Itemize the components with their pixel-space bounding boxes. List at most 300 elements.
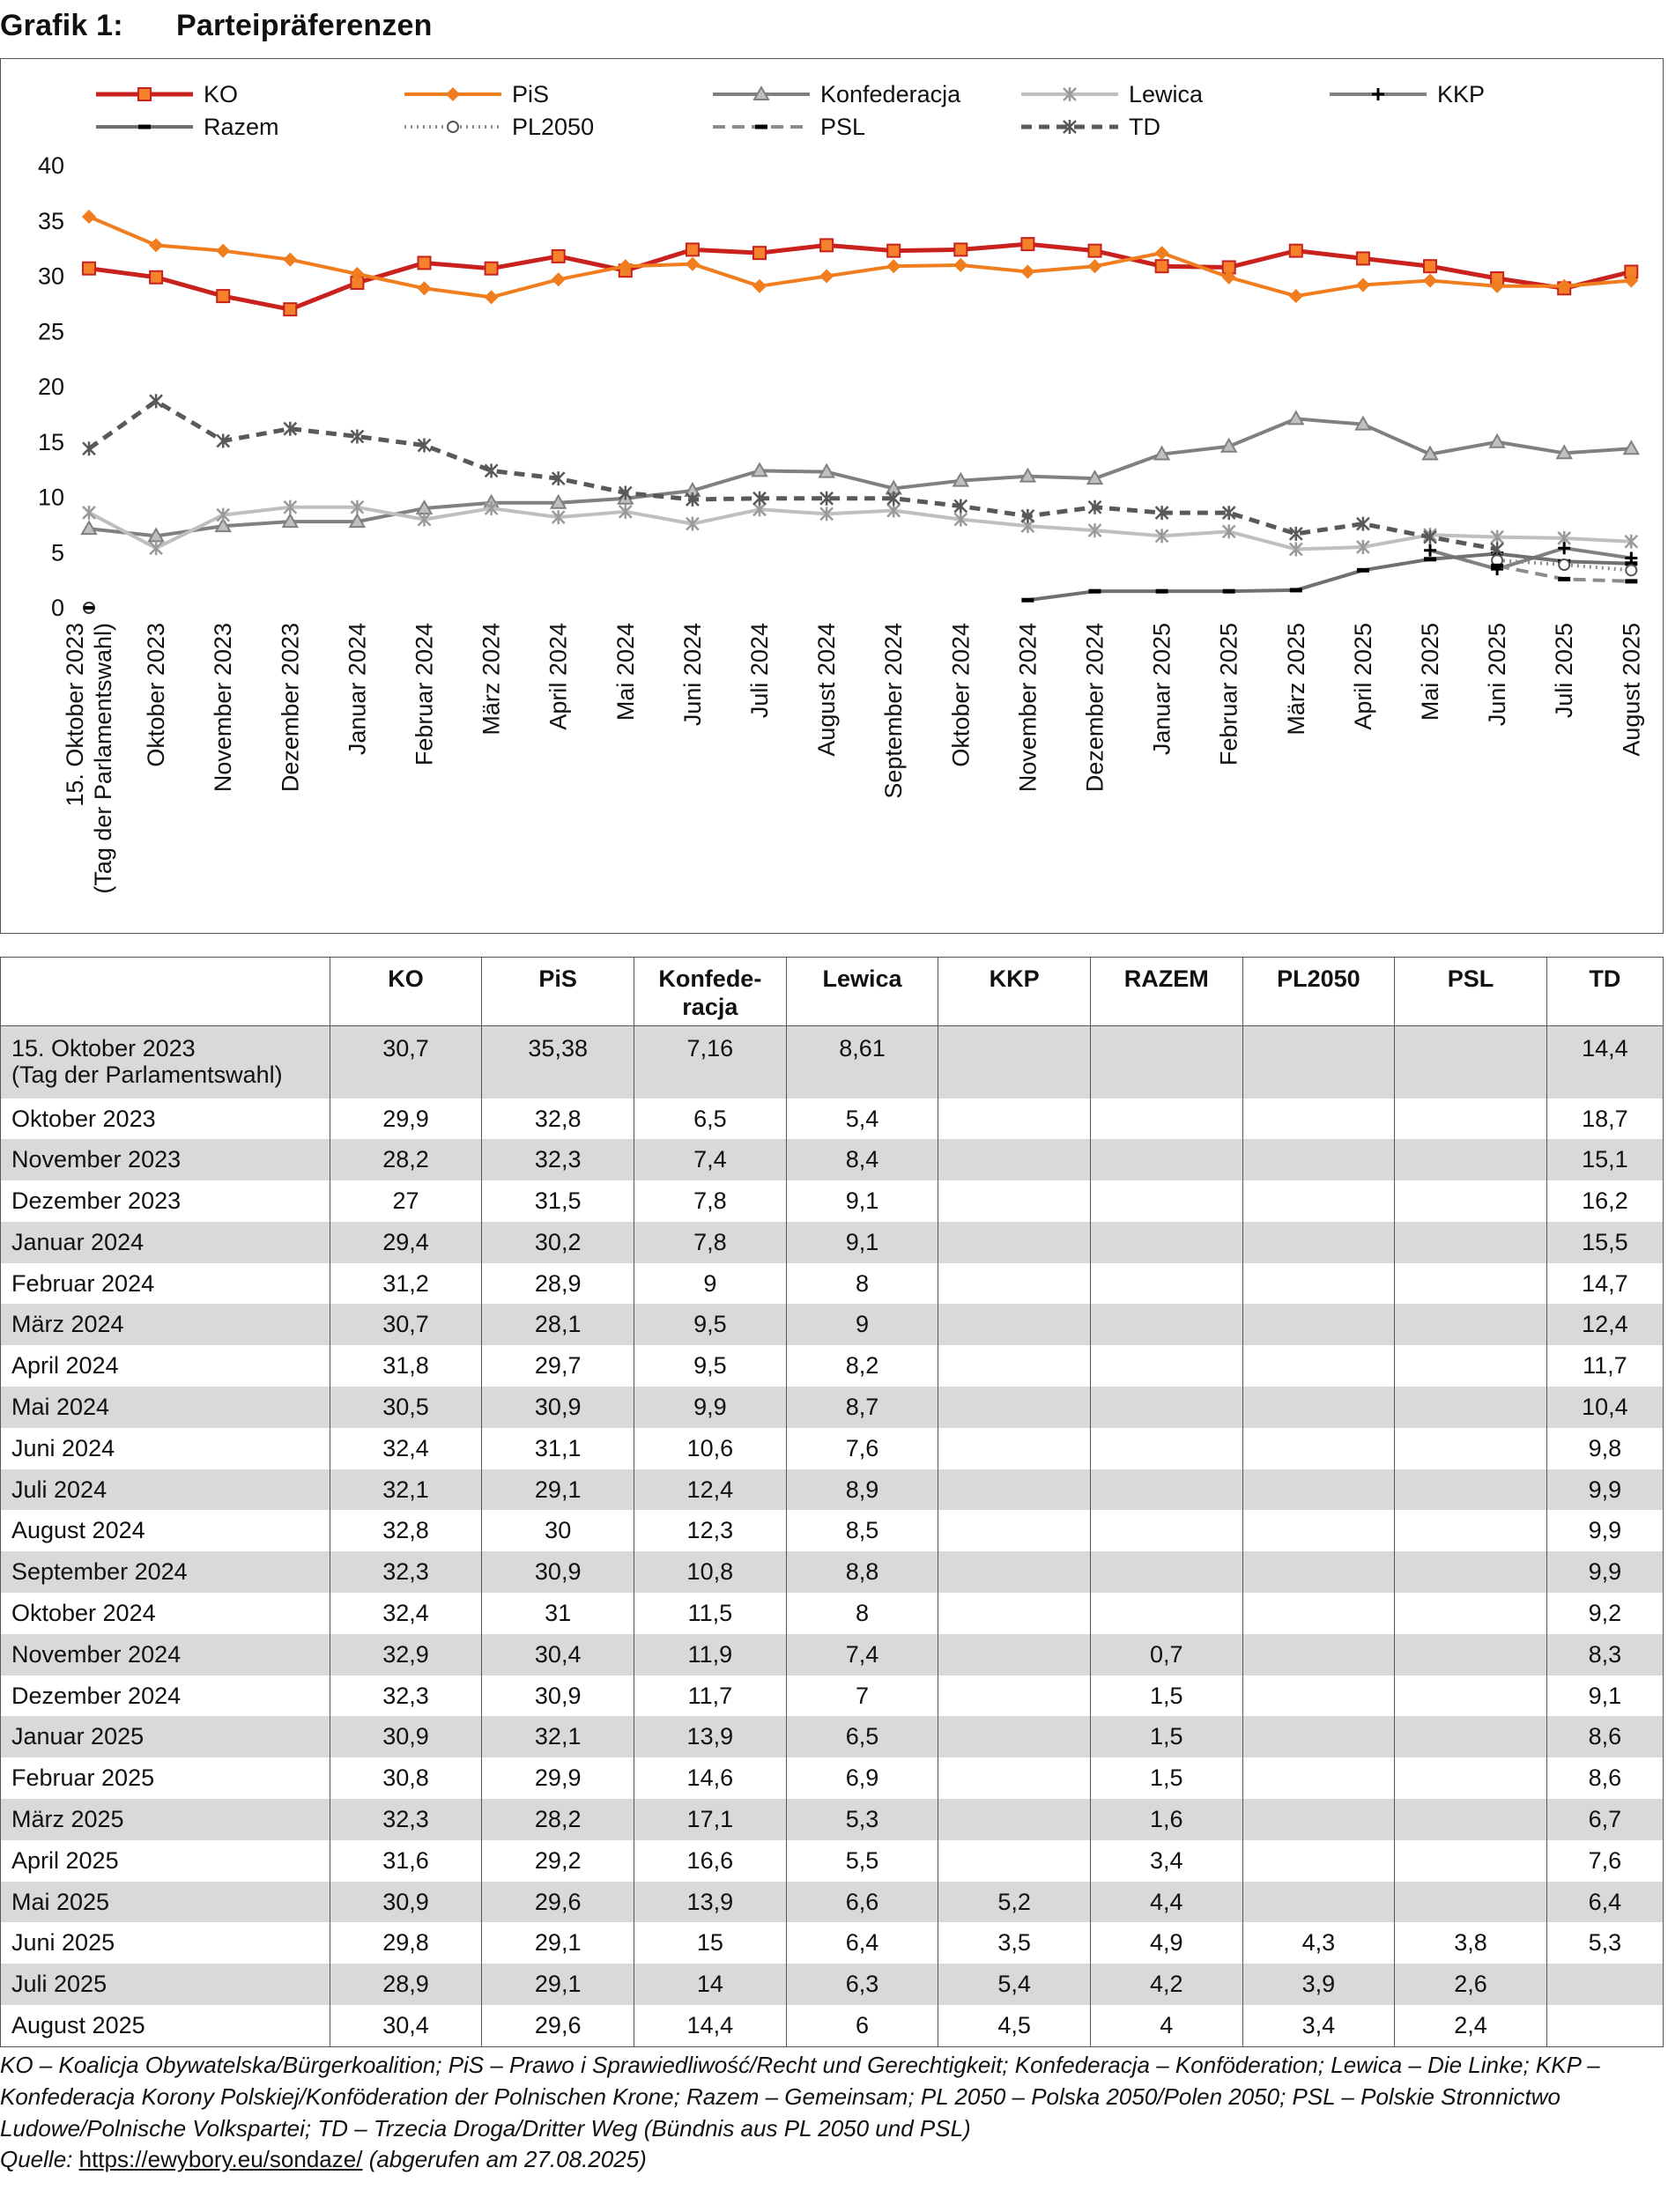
x-tick-label xyxy=(277,623,303,792)
row-label: November 2023 xyxy=(1,1139,330,1180)
table-cell: 29,8 xyxy=(330,1922,482,1964)
table-cell xyxy=(1242,1387,1395,1428)
x-tick-line: April 2024 xyxy=(545,623,572,730)
legend-label-pis: PiS xyxy=(512,81,550,107)
table-cell: 7 xyxy=(786,1676,938,1717)
x-tick-line: Mai 2024 xyxy=(612,623,639,721)
table-cell xyxy=(1395,1593,1547,1634)
legend-label-lewica: Lewica xyxy=(1129,81,1204,107)
table-cell: 32,4 xyxy=(330,1428,482,1469)
table-cell: 32,8 xyxy=(330,1510,482,1551)
table-cell: 11,9 xyxy=(634,1634,787,1676)
x-tick-line: Dezember 2024 xyxy=(1081,623,1108,793)
table-cell: 1,5 xyxy=(1090,1676,1242,1717)
table-cell: 6,3 xyxy=(786,1964,938,2005)
table-row xyxy=(1,1099,1664,1140)
column-header: Konfede- racja xyxy=(634,958,787,1026)
data-point-pis xyxy=(552,273,565,285)
legend-item-td xyxy=(1021,114,1160,140)
column-header: PL2050 xyxy=(1242,958,1395,1026)
table-cell: 9,9 xyxy=(1546,1510,1663,1551)
table-cell xyxy=(1242,1139,1395,1180)
table-row xyxy=(1,1263,1664,1305)
x-tick-line: Januar 2025 xyxy=(1148,623,1175,756)
row-label: Dezember 2023 xyxy=(1,1180,330,1222)
row-label: Februar 2025 xyxy=(1,1757,330,1799)
row-label: Juni 2025 xyxy=(1,1922,330,1964)
figure-label: Grafik 1: xyxy=(0,9,123,42)
table-corner-header xyxy=(1,958,330,1026)
row-label: Januar 2024 xyxy=(1,1222,330,1263)
table-cell: 9,9 xyxy=(1546,1469,1663,1511)
data-point-kkp xyxy=(1424,544,1436,557)
table-cell: 30 xyxy=(482,1510,634,1551)
table-cell: 2,4 xyxy=(1395,2005,1547,2046)
chart-legend xyxy=(96,81,1485,140)
table-cell xyxy=(1090,1551,1242,1593)
table-cell: 28,2 xyxy=(330,1139,482,1180)
row-label: August 2024 xyxy=(1,1510,330,1551)
table-cell xyxy=(1395,1882,1547,1923)
row-label: Mai 2024 xyxy=(1,1387,330,1428)
table-row xyxy=(1,1676,1664,1717)
row-label: Februar 2024 xyxy=(1,1263,330,1305)
data-point-ko xyxy=(1290,245,1302,257)
table-cell xyxy=(1546,2005,1663,2046)
legend-item-psl xyxy=(713,114,865,140)
x-tick-line: Mai 2025 xyxy=(1417,623,1443,721)
y-tick-label: 5 xyxy=(50,539,64,566)
data-point-lewica xyxy=(83,506,95,520)
row-label: März 2025 xyxy=(1,1799,330,1840)
table-cell xyxy=(938,1716,1091,1757)
data-point-pis xyxy=(1021,265,1034,277)
x-tick-line: September 2024 xyxy=(880,623,908,799)
table-cell xyxy=(1090,1026,1242,1099)
table-cell: 9,9 xyxy=(634,1387,787,1428)
data-point-ko xyxy=(820,239,833,251)
row-label: März 2024 xyxy=(1,1304,330,1345)
table-header-row xyxy=(1,958,1664,1026)
data-point-pis xyxy=(686,258,699,270)
table-cell: 30,9 xyxy=(482,1387,634,1428)
table-cell: 8,61 xyxy=(786,1026,938,1099)
x-tick-label xyxy=(813,623,840,757)
table-cell: 5,3 xyxy=(786,1799,938,1840)
data-point-pis xyxy=(284,254,296,266)
table-cell xyxy=(1395,1799,1547,1840)
table-cell: 9,5 xyxy=(634,1304,787,1345)
table-cell xyxy=(1242,1757,1395,1799)
table-cell: 9,1 xyxy=(1546,1676,1663,1717)
x-tick-label xyxy=(143,623,169,767)
data-point-ko xyxy=(1424,260,1436,272)
source-suffix: (abgerufen am 27.08.2025) xyxy=(368,2146,647,2172)
table-cell xyxy=(938,1469,1091,1511)
table-cell xyxy=(1090,1180,1242,1222)
table-cell: 31,6 xyxy=(330,1840,482,1882)
table-row xyxy=(1,1799,1664,1840)
data-point-pis xyxy=(419,282,431,294)
table-cell: 10,8 xyxy=(634,1551,787,1593)
data-point-lewica xyxy=(150,541,162,555)
table-row xyxy=(1,2005,1664,2046)
x-tick-label xyxy=(947,623,974,767)
table-cell xyxy=(938,1757,1091,1799)
table-cell xyxy=(1242,1469,1395,1511)
table-cell: 7,4 xyxy=(634,1139,787,1180)
y-axis xyxy=(38,152,64,621)
table-cell: 30,9 xyxy=(482,1551,634,1593)
table-cell xyxy=(1395,1180,1547,1222)
table-cell: 6,4 xyxy=(786,1922,938,1964)
table-cell: 8,7 xyxy=(786,1387,938,1428)
table-cell: 29,1 xyxy=(482,1922,634,1964)
x-tick-label xyxy=(1014,623,1041,792)
x-tick-label xyxy=(746,623,773,718)
figure-title xyxy=(0,9,433,43)
table-cell: 14,4 xyxy=(1546,1026,1663,1099)
x-tick-label xyxy=(1484,623,1510,726)
table-cell: 30,4 xyxy=(482,1634,634,1676)
table-cell: 32,3 xyxy=(330,1551,482,1593)
table-cell xyxy=(1395,1263,1547,1305)
x-tick-label xyxy=(1216,623,1242,766)
x-tick-label xyxy=(1417,623,1443,721)
table-cell: 10,4 xyxy=(1546,1387,1663,1428)
x-tick-label xyxy=(1082,623,1108,792)
table-cell: 8,8 xyxy=(786,1551,938,1593)
table-cell: 12,4 xyxy=(634,1469,787,1511)
table-cell: 9 xyxy=(786,1304,938,1345)
data-point-pis xyxy=(753,280,766,292)
table-cell xyxy=(1395,1676,1547,1717)
table-cell xyxy=(1090,1510,1242,1551)
table-cell xyxy=(1242,1799,1395,1840)
source-link[interactable]: https://ewybory.eu/sondaze/ xyxy=(78,2146,363,2172)
table-cell: 30,7 xyxy=(330,1026,482,1099)
table-cell: 4,4 xyxy=(1090,1882,1242,1923)
table-cell: 8,3 xyxy=(1546,1634,1663,1676)
x-tick-label xyxy=(344,623,370,755)
x-tick-label xyxy=(1618,623,1644,757)
table-cell: 6 xyxy=(786,2005,938,2046)
legend-item-kkp xyxy=(1330,81,1485,107)
legend-label-pl2050: PL2050 xyxy=(512,114,595,140)
table-cell: 28,1 xyxy=(482,1304,634,1345)
column-header: KKP xyxy=(938,958,1091,1026)
table-cell: 6,5 xyxy=(634,1099,787,1140)
series-td xyxy=(83,394,1503,556)
table-cell xyxy=(938,1304,1091,1345)
table-cell xyxy=(1090,1139,1242,1180)
row-label: August 2025 xyxy=(1,2005,330,2046)
table-cell: 3,4 xyxy=(1242,2005,1395,2046)
data-point-ko xyxy=(1357,252,1369,264)
series-line-ko xyxy=(89,244,1631,309)
table-cell: 9,1 xyxy=(786,1180,938,1222)
table-cell: 7,4 xyxy=(786,1634,938,1676)
table-cell: 31,1 xyxy=(482,1428,634,1469)
table-cell: 1,6 xyxy=(1090,1799,1242,1840)
table-cell: 27 xyxy=(330,1180,482,1222)
row-label: Juli 2024 xyxy=(1,1469,330,1511)
table-cell: 4,5 xyxy=(938,2005,1091,2046)
row-label: Juli 2025 xyxy=(1,1964,330,2005)
table-cell: 30,9 xyxy=(482,1676,634,1717)
data-point-pis xyxy=(217,245,229,257)
data-point-ko xyxy=(419,256,431,269)
table-cell xyxy=(1242,1222,1395,1263)
legend-label-kkp: KKP xyxy=(1437,81,1486,107)
row-label: Mai 2025 xyxy=(1,1882,330,1923)
table-cell: 29,9 xyxy=(482,1757,634,1799)
table-cell: 30,9 xyxy=(330,1716,482,1757)
table-cell: 14,6 xyxy=(634,1757,787,1799)
table-cell: 32,3 xyxy=(482,1139,634,1180)
y-tick-label: 40 xyxy=(37,152,64,179)
table-cell: 8,6 xyxy=(1546,1757,1663,1799)
table-cell xyxy=(938,1634,1091,1676)
series-annotation xyxy=(84,603,94,613)
data-point-pl2050 xyxy=(1626,565,1636,575)
table-cell xyxy=(1395,1345,1547,1387)
table-cell xyxy=(1242,1345,1395,1387)
table-row xyxy=(1,1757,1664,1799)
x-tick-line: November 2024 xyxy=(1014,623,1042,793)
x-tick-label xyxy=(1283,623,1309,736)
table-row xyxy=(1,1387,1664,1428)
chart-frame xyxy=(0,58,1664,934)
table-cell: 8,4 xyxy=(786,1139,938,1180)
table-cell xyxy=(1242,1634,1395,1676)
table-row xyxy=(1,1139,1664,1180)
table-cell xyxy=(938,1026,1091,1099)
table-cell: 1,5 xyxy=(1090,1716,1242,1757)
table-cell: 4,2 xyxy=(1090,1964,1242,2005)
legend-item-konfederacja xyxy=(713,81,961,107)
data-point-pis xyxy=(150,239,162,251)
data-point-pis xyxy=(1156,247,1168,259)
series-ko xyxy=(83,238,1637,315)
table-cell: 16,2 xyxy=(1546,1180,1663,1222)
table-cell: 13,9 xyxy=(634,1882,787,1923)
table-cell: 29,1 xyxy=(482,1469,634,1511)
data-point-pis xyxy=(486,291,498,303)
table-cell: 17,1 xyxy=(634,1799,787,1840)
x-tick-label xyxy=(880,623,907,799)
table-cell: 30,4 xyxy=(330,2005,482,2046)
column-header: KO xyxy=(330,958,482,1026)
series-line-pis xyxy=(89,217,1631,297)
data-point-pis xyxy=(887,260,900,272)
table-cell xyxy=(1242,1676,1395,1717)
table-cell xyxy=(938,1593,1091,1634)
table-cell: 3,5 xyxy=(938,1922,1091,1964)
table-cell xyxy=(1395,1026,1547,1099)
y-tick-label: 0 xyxy=(50,595,64,621)
table-cell: 9,8 xyxy=(1546,1428,1663,1469)
row-label: Januar 2025 xyxy=(1,1716,330,1757)
table-row xyxy=(1,1882,1664,1923)
table-cell: 30,9 xyxy=(330,1882,482,1923)
y-tick-label: 35 xyxy=(37,207,64,234)
row-label: September 2024 xyxy=(1,1551,330,1593)
y-tick-label: 25 xyxy=(37,318,64,345)
table-cell: 15,1 xyxy=(1546,1139,1663,1180)
footnote-abbreviations: KO – Koalicja Obywatelska/Bürgerkoalition; PiS – Prawo i Sprawiedliwość/Recht und Gerechtigkeit; Konfederacja – Konföderation; Lewica – Die Linke; KKP – Konfederacja Korony Polskiej/Konföderation der Polnischen Krone; Razem – Gemeinsam; PL 2050 – Polska 2050/Polen 2050; PSL – Polskie Stronnictwo Ludowe/Polnische Volkspartei; TD – Trzecia Droga/Dritter Weg (Bündnis aus PL 2050 und PSL) xyxy=(0,2052,1600,2142)
source-prefix: Quelle: xyxy=(0,2146,73,2172)
table-row xyxy=(1,1428,1664,1469)
table-cell: 32,3 xyxy=(330,1676,482,1717)
table-cell xyxy=(938,1387,1091,1428)
table-cell xyxy=(1090,1469,1242,1511)
table-cell: 29,6 xyxy=(482,1882,634,1923)
table-cell xyxy=(938,1676,1091,1717)
table-cell: 15,5 xyxy=(1546,1222,1663,1263)
table-cell xyxy=(1395,1757,1547,1799)
series-line-konfederacja xyxy=(89,418,1631,536)
table-cell xyxy=(938,1180,1091,1222)
table-cell xyxy=(1395,1840,1547,1882)
table-cell xyxy=(1090,1593,1242,1634)
legend-label-td: TD xyxy=(1129,114,1160,140)
table-cell: 28,9 xyxy=(482,1263,634,1305)
table-cell: 31,5 xyxy=(482,1180,634,1222)
table-cell xyxy=(1395,1387,1547,1428)
table-cell xyxy=(938,1222,1091,1263)
data-point-pl2050 xyxy=(1559,559,1569,570)
data-point-ko xyxy=(954,243,967,255)
y-tick-label: 15 xyxy=(37,428,64,455)
table-cell: 32,9 xyxy=(330,1634,482,1676)
series-pis xyxy=(83,211,1637,303)
table-row xyxy=(1,1634,1664,1676)
table-cell: 18,7 xyxy=(1546,1099,1663,1140)
data-point-ko xyxy=(753,247,766,259)
data-table xyxy=(0,957,1664,2047)
table-row xyxy=(1,1026,1664,1099)
x-tick-line: Oktober 2024 xyxy=(947,623,975,767)
table-cell: 7,8 xyxy=(634,1222,787,1263)
table-cell: 6,7 xyxy=(1546,1799,1663,1840)
table-cell: 6,6 xyxy=(786,1882,938,1923)
x-tick-line: November 2023 xyxy=(210,623,237,793)
table-cell xyxy=(1395,1551,1547,1593)
table-cell: 31,8 xyxy=(330,1345,482,1387)
column-header: PSL xyxy=(1395,958,1547,1026)
data-point-ko xyxy=(217,290,229,302)
table-cell: 7,6 xyxy=(786,1428,938,1469)
y-tick-label: 10 xyxy=(37,484,64,511)
table-cell: 9,1 xyxy=(786,1222,938,1263)
data-point-pis xyxy=(83,211,95,223)
x-tick-line: Juni 2024 xyxy=(678,623,706,727)
data-point-ko xyxy=(1021,238,1034,250)
legend-label-konfederacja: Konfederacja xyxy=(820,81,961,107)
table-cell: 12,3 xyxy=(634,1510,787,1551)
x-tick-line: Januar 2024 xyxy=(344,623,371,756)
legend-item-lewica xyxy=(1021,81,1204,107)
table-cell xyxy=(938,1799,1091,1840)
table-cell: 29,9 xyxy=(330,1099,482,1140)
legend-item-ko xyxy=(96,81,238,107)
table-cell: 15 xyxy=(634,1922,787,1964)
table-cell: 2,6 xyxy=(1395,1964,1547,2005)
table-cell xyxy=(1546,1964,1663,2005)
data-point-pis xyxy=(1290,290,1302,302)
data-point-pis xyxy=(1424,275,1436,287)
table-row xyxy=(1,1840,1664,1882)
x-tick-line: (Tag der Parlamentswahl) xyxy=(90,623,116,894)
series-line-razem xyxy=(1027,554,1631,601)
table-cell: 6,9 xyxy=(786,1757,938,1799)
table-cell: 9,9 xyxy=(1546,1551,1663,1593)
legend-label-psl: PSL xyxy=(820,114,866,140)
data-point-pis xyxy=(954,259,967,271)
row-label: April 2024 xyxy=(1,1345,330,1387)
table-cell xyxy=(938,1139,1091,1180)
table-cell xyxy=(1395,1304,1547,1345)
table-cell: 3,8 xyxy=(1395,1922,1547,1964)
table-row xyxy=(1,1180,1664,1222)
table-cell: 29,6 xyxy=(482,2005,634,2046)
table-cell: 9 xyxy=(634,1263,787,1305)
table-row xyxy=(1,1222,1664,1263)
x-tick-line: April 2025 xyxy=(1349,623,1376,730)
table-cell: 10,6 xyxy=(634,1428,787,1469)
table-cell: 8,9 xyxy=(786,1469,938,1511)
table-cell: 5,5 xyxy=(786,1840,938,1882)
table-cell: 29,7 xyxy=(482,1345,634,1387)
x-tick-line: 15. Oktober 2023 xyxy=(62,623,88,807)
table-cell: 30,7 xyxy=(330,1304,482,1345)
table-cell xyxy=(1242,1304,1395,1345)
chart-series xyxy=(82,211,1638,613)
x-tick-label xyxy=(478,623,505,736)
table-cell: 31 xyxy=(482,1593,634,1634)
table-cell xyxy=(1242,1428,1395,1469)
table-cell: 7,16 xyxy=(634,1026,787,1099)
table-cell xyxy=(1395,1428,1547,1469)
data-point-ko xyxy=(1089,245,1101,257)
table-cell xyxy=(1242,1026,1395,1099)
table-row xyxy=(1,1345,1664,1387)
x-tick-label xyxy=(612,623,639,721)
table-cell: 30,5 xyxy=(330,1387,482,1428)
table-cell xyxy=(1395,1222,1547,1263)
row-label: Oktober 2024 xyxy=(1,1593,330,1634)
row-label: Oktober 2023 xyxy=(1,1099,330,1140)
legend-label-razem: Razem xyxy=(204,114,279,140)
row-label: April 2025 xyxy=(1,1840,330,1882)
table-cell xyxy=(1395,1469,1547,1511)
table-cell: 9,2 xyxy=(1546,1593,1663,1634)
x-tick-line: Februar 2025 xyxy=(1215,623,1242,766)
x-tick-line: März 2024 xyxy=(478,623,505,736)
table-cell: 3,4 xyxy=(1090,1840,1242,1882)
data-point-pis xyxy=(820,270,833,283)
table-cell: 1,5 xyxy=(1090,1757,1242,1799)
table-cell: 32,4 xyxy=(330,1593,482,1634)
x-tick-label xyxy=(411,623,438,766)
x-tick-line: Juli 2024 xyxy=(746,623,773,719)
x-tick-line: August 2025 xyxy=(1618,623,1645,757)
source-line xyxy=(0,2146,647,2173)
x-tick-label xyxy=(210,623,236,792)
table-cell: 29,1 xyxy=(482,1964,634,2005)
table-cell: 4,9 xyxy=(1090,1922,1242,1964)
